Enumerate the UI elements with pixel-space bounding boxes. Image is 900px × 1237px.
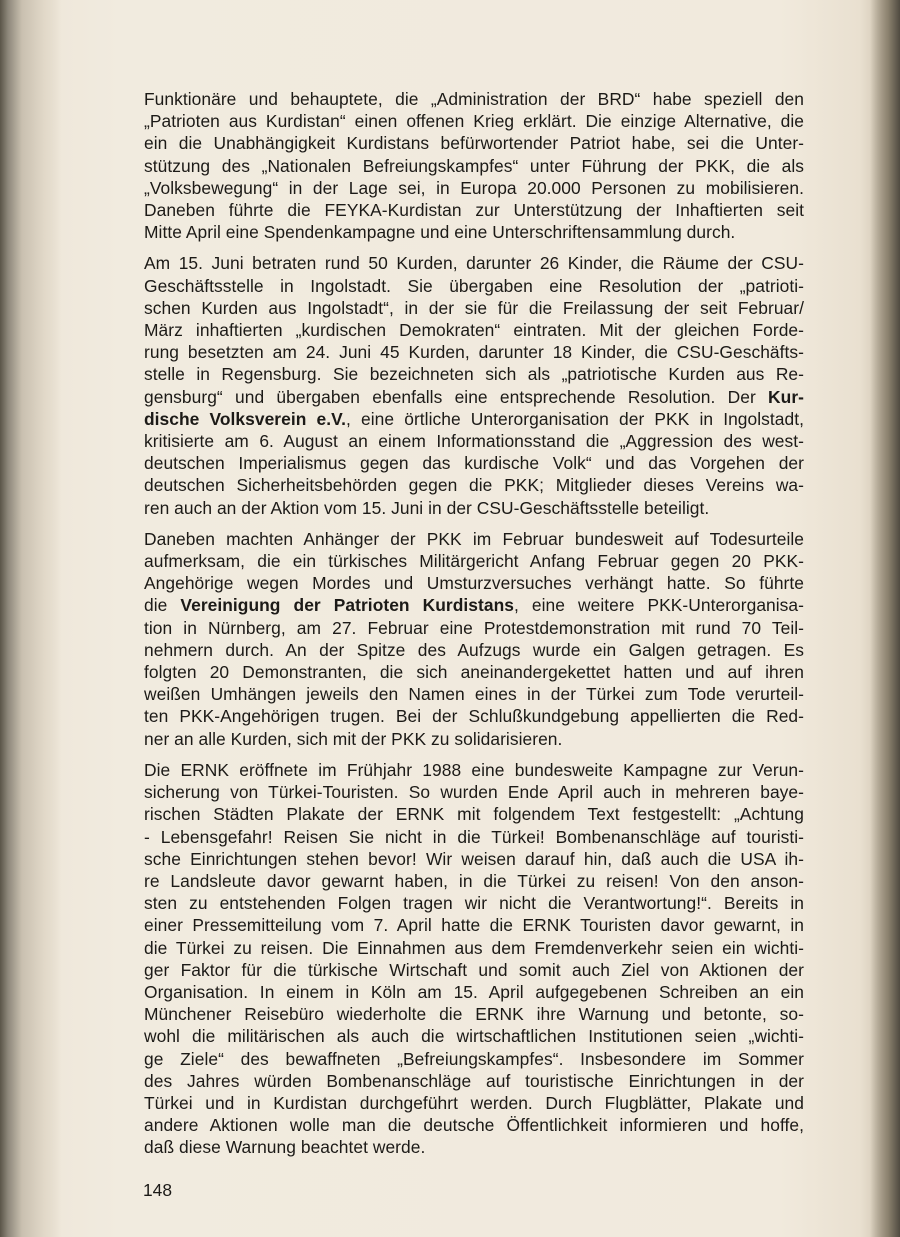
text-segment: Daneben führte die FEYKA-Kurdistan zur Unterstützung der Inhaftierten seit (144, 200, 804, 221)
text-segment: ren auch an der Aktion vom 15. Juni in der CSU-Geschäftsstelle beteiligt. (144, 497, 710, 518)
text-segment: Münchener Reisebüro wiederholte die ERNK ihre Warnung und betonte, so- (144, 1004, 804, 1025)
text-line (144, 110, 804, 132)
text-segment: sicherung von Türkei-Touristen. So wurden Ende April auch in mehreren baye- (144, 782, 804, 803)
text-line (144, 683, 804, 705)
text-line (144, 199, 804, 221)
page-number: 148 (143, 1180, 173, 1200)
text-segment: deutschen Sicherheitsbehörden gegen die PKK; Mitglieder dieses Vereins wa- (144, 475, 804, 496)
text-line (144, 639, 804, 661)
text-segment: aufmerksam, die ein türkisches Militärgericht Anfang Februar gegen 20 PKK- (144, 551, 804, 572)
text-line (144, 88, 804, 110)
text-line (144, 803, 804, 825)
text-segment: Mitte April eine Spendenkampagne und eine Unterschriftensammlung durch. (144, 222, 736, 243)
bold-organization-name: Vereinigung der Patrioten Kurdistans (180, 595, 514, 616)
text-segment: März inhaftierten „kurdischen Demokraten“ eintraten. Mit der gleichen Forde- (144, 320, 804, 341)
text-line (144, 474, 804, 496)
text-line (144, 550, 804, 572)
text-line (144, 1070, 804, 1092)
text-segment: Angehörige wegen Mordes und Umsturzversuches verhängt hatte. So führte (144, 573, 804, 594)
text-segment: „Volksbewegung“ in der Lage sei, in Europa 20.000 Personen zu mobilisieren. (144, 177, 804, 198)
text-segment: daß diese Warnung beachtet werde. (144, 1137, 426, 1158)
text-segment: schen Kurden aus Ingolstadt“, in der sie für die Freilassung der seit Februar/ (144, 297, 804, 318)
text-segment: Organisation. In einem in Köln am 15. April aufgegebenen Schreiben an ein (144, 981, 804, 1002)
text-segment: deutschen Imperialismus gegen das kurdische Volk“ und das Vorgehen der (144, 453, 804, 474)
text-line (144, 319, 804, 341)
text-segment: tion in Nürnberg, am 27. Februar eine Protestdemonstration mit rund 70 Teil- (144, 617, 804, 638)
text-line (144, 177, 804, 199)
book-binding-shadow (0, 0, 62, 1237)
text-segment: ger Faktor für die türkische Wirtschaft und somit auch Ziel von Aktionen der (144, 959, 804, 980)
text-line (144, 1114, 804, 1136)
text-line (144, 341, 804, 363)
text-segment: ten PKK-Angehörigen trugen. Bei der Schlußkundgebung appellierten die Red- (144, 706, 804, 727)
text-line (144, 594, 804, 616)
text-segment: rischen Städten Plakate der ERNK mit folgendem Text festgestellt: „Achtung (144, 804, 804, 825)
text-segment: nehmern durch. An der Spitze des Aufzugs wurde ein Galgen getragen. Es (144, 639, 804, 660)
text-segment: , eine örtliche Unterorganisation der PKK in Ingolstadt, (346, 408, 804, 429)
body-text (144, 88, 804, 1168)
text-line (144, 781, 804, 803)
text-line (144, 617, 804, 639)
text-segment: Die ERNK eröffnete im Frühjahr 1988 eine bundesweite Kampagne zur Verun- (144, 759, 804, 780)
text-segment: kritisierte am 6. August an einem Informationsstand die „Aggression des west- (144, 431, 804, 452)
text-line (144, 275, 804, 297)
text-segment: Funktionäre und behauptete, die „Administration der BRD“ habe speziell den (144, 89, 804, 109)
text-line (144, 892, 804, 914)
text-line (144, 1092, 804, 1114)
text-line (144, 297, 804, 319)
text-segment: Daneben machten Anhänger der PKK im Februar bundesweit auf Todesurteile (144, 528, 804, 549)
text-segment: gensburg“ und übergaben ebenfalls eine entsprechende Resolution. Der (144, 386, 769, 407)
paragraph (144, 528, 804, 750)
text-line (144, 221, 804, 243)
text-segment: re Landsleute davor gewarnt haben, in die Türkei zu reisen! Von den anson- (144, 870, 804, 891)
text-segment: wohl die militärischen als auch die wirtschaftlichen Institutionen seien „wichti- (144, 1026, 804, 1047)
text-line (144, 1025, 804, 1047)
text-segment: weißen Umhängen jeweils den Namen eines in der Türkei zum Tode verurteil- (144, 684, 804, 705)
text-segment: stützung des „Nationalen Befreiungskampfes“ unter Führung der PKK, die als (144, 155, 804, 176)
text-segment: , eine weitere PKK-Unterorganisa- (513, 595, 804, 616)
text-segment: sche Einrichtungen stehen bevor! Wir weisen darauf hin, daß auch die USA ih- (144, 848, 804, 869)
text-line (144, 981, 804, 1003)
text-line (144, 1003, 804, 1025)
text-segment: ner an alle Kurden, sich mit der PKK zu solidarisieren. (144, 728, 563, 749)
text-segment: ge Ziele“ des bewaffneten „Befreiungskampfes“. Insbesondere im Sommer (144, 1048, 804, 1069)
text-line (144, 155, 804, 177)
text-segment: einer Pressemitteilung vom 7. April hatte die ERNK Touristen davor gewarnt, in (144, 915, 804, 936)
text-segment: Geschäftsstelle in Ingolstadt. Sie übergaben eine Resolution der „patrioti- (144, 275, 804, 296)
text-segment: rung besetzten am 24. Juni 45 Kurden, darunter 18 Kinder, die CSU-Geschäfts- (144, 342, 804, 363)
text-line (144, 914, 804, 936)
text-line (144, 363, 804, 385)
text-line (144, 959, 804, 981)
paragraph (144, 759, 804, 1159)
text-line (144, 386, 804, 408)
text-line (144, 759, 804, 781)
text-line (144, 705, 804, 727)
text-line (144, 408, 804, 430)
text-segment: andere Aktionen wolle man die deutsche Öffentlichkeit informieren und hoffe, (144, 1115, 804, 1136)
text-segment: - Lebensgefahr! Reisen Sie nicht in die Türkei! Bombenanschläge auf touristi- (144, 826, 804, 847)
text-segment: Am 15. Juni betraten rund 50 Kurden, darunter 26 Kinder, die Räume der CSU- (144, 253, 804, 274)
text-line (144, 572, 804, 594)
text-segment: die Türkei zu reisen. Die Einnahmen aus dem Fremdenverkehr seien ein wichti- (144, 937, 804, 958)
text-line (144, 1136, 804, 1158)
text-line (144, 826, 804, 848)
text-line (144, 848, 804, 870)
text-line (144, 870, 804, 892)
text-segment: folgten 20 Demonstranten, die sich aneinandergekettet hatten und auf ihren (144, 662, 804, 683)
text-line (144, 497, 804, 519)
text-line (144, 661, 804, 683)
text-line (144, 528, 804, 550)
bold-organization-name: Kur- (768, 386, 804, 407)
text-line (144, 430, 804, 452)
text-line (144, 937, 804, 959)
paragraph (144, 88, 804, 243)
text-segment: stelle in Regensburg. Sie bezeichneten sich als „patriotische Kurden aus Re- (144, 364, 804, 385)
paragraph (144, 252, 804, 518)
text-segment: Türkei und in Kurdistan durchgeführt werden. Durch Flugblätter, Plakate und (144, 1092, 804, 1113)
page-edge-shadow (870, 0, 900, 1237)
text-line (144, 132, 804, 154)
text-segment: sten zu entstehenden Folgen tragen wir nicht die Verantwortung!“. Bereits in (144, 893, 804, 914)
text-segment: des Jahres würden Bombenanschläge auf touristische Einrichtungen in der (144, 1070, 804, 1091)
text-line (144, 1048, 804, 1070)
text-segment: ein die Unabhängigkeit Kurdistans befürwortender Patriot habe, sei die Unter- (144, 133, 804, 154)
text-segment: „Patrioten aus Kurdistan“ einen offenen Krieg erklärt. Die einzige Alternative, die (144, 111, 804, 132)
text-line (144, 452, 804, 474)
text-line (144, 252, 804, 274)
bold-organization-name: dische Volksverein e.V. (144, 408, 347, 429)
text-line (144, 728, 804, 750)
text-segment: die (144, 595, 181, 616)
